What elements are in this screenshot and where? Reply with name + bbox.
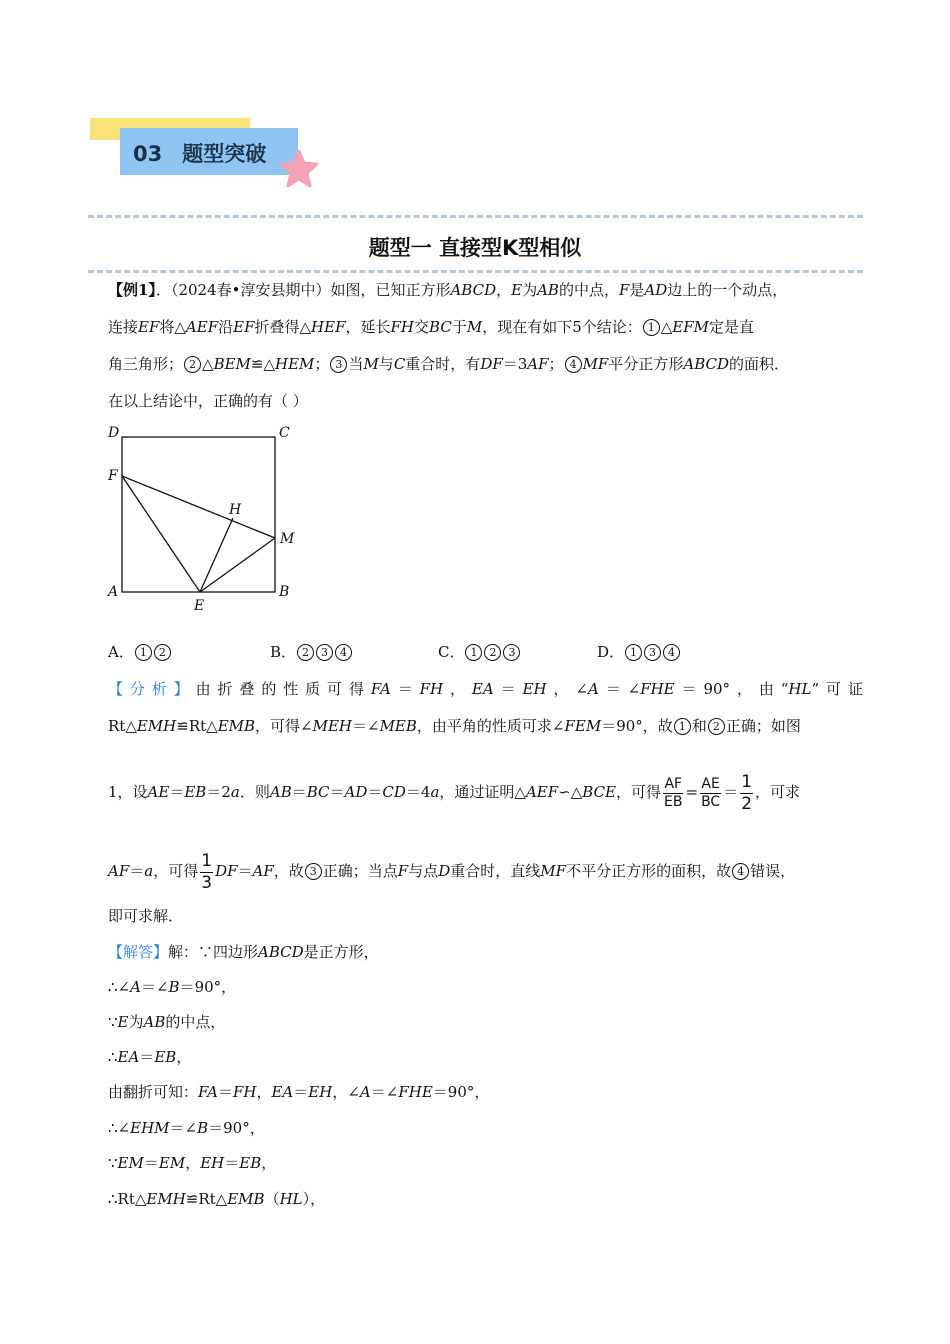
text-it: a bbox=[430, 783, 440, 801]
example-line-4: 在以上结论中，正确的有（ ） bbox=[108, 392, 308, 410]
text-it: AD bbox=[644, 281, 668, 299]
text: 与 bbox=[378, 355, 394, 373]
text-it: HL bbox=[279, 1190, 303, 1208]
text: ＝ bbox=[224, 1154, 240, 1172]
text-it: EM bbox=[117, 1154, 144, 1172]
option-b[interactable] bbox=[270, 641, 353, 662]
text: 的面积． bbox=[729, 355, 790, 373]
text: 沿 bbox=[218, 318, 234, 336]
text: ＝2 bbox=[206, 783, 231, 801]
text-it: FA bbox=[370, 680, 391, 698]
text-it: MEB bbox=[379, 717, 417, 735]
divider-bottom bbox=[88, 270, 863, 273]
text-it: FHE bbox=[398, 1083, 433, 1101]
text: ∴∠ bbox=[108, 1119, 131, 1137]
text-it: FH bbox=[419, 680, 444, 698]
text-it: EMH bbox=[136, 717, 177, 735]
text: ∵ bbox=[108, 1013, 118, 1031]
text: ＝ bbox=[329, 783, 345, 801]
text: ）， bbox=[302, 1190, 326, 1208]
text: ，通过证明△ bbox=[439, 783, 526, 801]
circled-number: 2 bbox=[484, 644, 501, 661]
text: 不平分正方形的面积，故 bbox=[566, 862, 732, 880]
text: ＝ bbox=[493, 680, 523, 698]
text-it: ABCD bbox=[450, 281, 497, 299]
solution-line-4 bbox=[108, 1047, 191, 1067]
analysis-line-1 bbox=[108, 679, 863, 699]
text: 连接 bbox=[108, 318, 139, 336]
text-it: AB bbox=[143, 1013, 166, 1031]
text-it: a bbox=[230, 783, 240, 801]
text-it: B bbox=[168, 978, 180, 996]
text: 当 bbox=[348, 355, 364, 373]
text: ， bbox=[261, 1154, 277, 1172]
text-it: BC bbox=[306, 783, 330, 801]
fraction-denominator: 3 bbox=[201, 872, 213, 893]
label-c: C bbox=[279, 425, 290, 441]
circled-number: 1 bbox=[135, 644, 152, 661]
text: 与点 bbox=[408, 862, 439, 880]
text: △ bbox=[660, 318, 673, 336]
text: 正确；如图 bbox=[725, 717, 801, 735]
text: 为 bbox=[128, 1013, 144, 1031]
fraction-numerator: 1 bbox=[741, 771, 753, 792]
text-it: EB bbox=[239, 1154, 262, 1172]
solution-tag: 【解答】 bbox=[108, 943, 169, 961]
text: ＝ bbox=[237, 862, 253, 880]
option-a[interactable] bbox=[108, 641, 172, 662]
section-title: 题型一 直接型K型相似 bbox=[368, 236, 582, 260]
text-it: HEM bbox=[275, 355, 315, 373]
text: 错误， bbox=[750, 862, 796, 880]
text-it: AF bbox=[252, 862, 274, 880]
text-it: C bbox=[393, 355, 406, 373]
text: ＝90°，由“ bbox=[674, 680, 789, 698]
text-it: EMH bbox=[146, 1190, 186, 1208]
text: ＝ bbox=[129, 862, 145, 880]
text-it: CD bbox=[382, 783, 406, 801]
text: 的中点， bbox=[558, 281, 619, 299]
text: ＝∠ bbox=[370, 1083, 399, 1101]
text: 是正方形， bbox=[303, 943, 379, 961]
text: ＝ bbox=[217, 1083, 233, 1101]
text-it: AEF bbox=[525, 783, 559, 801]
solution-line-8 bbox=[108, 1189, 325, 1209]
text: 和 bbox=[691, 717, 707, 735]
text: ， bbox=[256, 1083, 272, 1101]
label-e: E bbox=[194, 598, 205, 614]
text: ≌Rt△ bbox=[185, 1190, 228, 1208]
text: ＝90°， bbox=[208, 1119, 265, 1137]
text: 1，设 bbox=[108, 783, 148, 801]
text: ＝∠ bbox=[598, 680, 641, 698]
text: ＝ bbox=[293, 1083, 309, 1101]
example-source: ．（2024春•淳安县期中）如图，已知正方形 bbox=[155, 281, 451, 299]
text-it: DF bbox=[480, 355, 503, 373]
text: ∽△ bbox=[558, 783, 583, 801]
example-line-1 bbox=[108, 280, 787, 300]
example-line-3 bbox=[108, 354, 789, 374]
text: ，故 bbox=[273, 862, 304, 880]
analysis-line-5: 即可求解． bbox=[108, 907, 184, 925]
text-it: MF bbox=[540, 862, 567, 880]
fraction-numerator: AF bbox=[664, 775, 683, 792]
text: ，可求 bbox=[755, 783, 801, 801]
text-it: MEH bbox=[312, 717, 352, 735]
text: 重合时，直线 bbox=[450, 862, 541, 880]
analysis-line-4 bbox=[108, 845, 795, 897]
text: ，由平角的性质可求∠ bbox=[416, 717, 565, 735]
text: （ bbox=[264, 1190, 280, 1208]
text: ，可得 bbox=[616, 783, 662, 801]
text-it: a bbox=[144, 862, 154, 880]
fraction-numerator: 1 bbox=[201, 850, 213, 871]
text: ∴Rt△ bbox=[108, 1190, 147, 1208]
analysis-line-2 bbox=[108, 716, 801, 736]
segment-fm bbox=[122, 476, 275, 538]
text-it: B bbox=[197, 1119, 209, 1137]
text-it: EA bbox=[271, 1083, 294, 1101]
header-badge-title bbox=[133, 138, 266, 168]
text-it: E bbox=[511, 281, 523, 299]
text: ＝3 bbox=[502, 355, 528, 373]
header-number: 03 bbox=[133, 142, 163, 166]
circled-number: 1 bbox=[625, 644, 642, 661]
circled-number: 4 bbox=[335, 644, 352, 661]
text-it: EB bbox=[154, 1048, 177, 1066]
text: △ bbox=[202, 355, 214, 373]
geometry-figure bbox=[100, 420, 315, 615]
text-it: A bbox=[587, 680, 599, 698]
text: ， bbox=[496, 281, 512, 299]
fraction-denominator: BC bbox=[701, 793, 721, 810]
text: 由折叠的性质可得 bbox=[195, 680, 371, 698]
option-letter: D． bbox=[597, 643, 625, 661]
text-it: EA bbox=[471, 680, 494, 698]
text: ＝∠ bbox=[169, 1119, 198, 1137]
text-it: EB bbox=[184, 783, 207, 801]
circled-number: 4 bbox=[565, 356, 582, 373]
circled-number: 3 bbox=[330, 356, 347, 373]
text: ≌△ bbox=[250, 355, 276, 373]
text: ＝ bbox=[390, 680, 420, 698]
text: ＝4 bbox=[405, 783, 431, 801]
solution-line-7 bbox=[108, 1153, 276, 1173]
text: 交 bbox=[414, 318, 430, 336]
circled-number: 3 bbox=[503, 644, 520, 661]
text: Rt△ bbox=[108, 717, 137, 735]
text: ， bbox=[443, 680, 472, 698]
text: ； bbox=[548, 355, 564, 373]
text: ＝90°，故 bbox=[601, 717, 673, 735]
text-it: BCE bbox=[582, 783, 617, 801]
text: 角三角形； bbox=[108, 355, 184, 373]
text: 由翻折可知： bbox=[108, 1083, 199, 1101]
text: ＝ bbox=[139, 1048, 155, 1066]
text-it: A bbox=[130, 978, 141, 996]
option-c[interactable] bbox=[438, 641, 521, 662]
circled-number: 4 bbox=[732, 863, 749, 880]
label-d: D bbox=[108, 425, 120, 441]
text-it: D bbox=[438, 862, 451, 880]
segment-em bbox=[200, 538, 275, 592]
text: 是 bbox=[629, 281, 645, 299]
text: 为 bbox=[522, 281, 538, 299]
text: 正确；当点 bbox=[322, 862, 398, 880]
text: 平分正方形 bbox=[608, 355, 684, 373]
text: ，∠ bbox=[546, 680, 588, 698]
text-it: FA bbox=[198, 1083, 218, 1101]
circled-number: 4 bbox=[663, 644, 680, 661]
option-letter: C． bbox=[438, 643, 465, 661]
text: 将△ bbox=[159, 318, 186, 336]
text-it: FEM bbox=[564, 717, 602, 735]
text-it: EH bbox=[308, 1083, 333, 1101]
label-h: H bbox=[229, 502, 242, 518]
text: 折叠得△ bbox=[254, 318, 312, 336]
text: 边上的一个动点， bbox=[667, 281, 788, 299]
circled-number: 2 bbox=[184, 356, 201, 373]
text-it: AE bbox=[147, 783, 170, 801]
text-it: EM bbox=[158, 1154, 186, 1172]
text-it: AB bbox=[269, 783, 292, 801]
segment-fe bbox=[122, 476, 200, 592]
text-it: DF bbox=[215, 862, 238, 880]
text-it: AD bbox=[344, 783, 368, 801]
text-it: HL bbox=[788, 680, 812, 698]
text: ＝ bbox=[367, 783, 383, 801]
text: ∴∠ bbox=[108, 978, 131, 996]
circled-number: 2 bbox=[297, 644, 314, 661]
text: ＝90°， bbox=[179, 978, 237, 996]
fraction-denominator: 2 bbox=[741, 793, 753, 814]
text-it: AF bbox=[527, 355, 549, 373]
solution-line-1 bbox=[108, 942, 379, 962]
circled-number: 1 bbox=[643, 319, 660, 336]
circled-number: 3 bbox=[316, 644, 333, 661]
text-it: AF bbox=[108, 862, 130, 880]
header-title: 题型突破 bbox=[182, 142, 267, 166]
circled-number: 3 bbox=[644, 644, 661, 661]
fraction-one-half bbox=[740, 772, 753, 815]
text: ，现在有如下5个结论： bbox=[482, 318, 642, 336]
star-icon bbox=[278, 148, 320, 190]
analysis-tag: 【分析】 bbox=[108, 680, 196, 698]
text-it: E bbox=[117, 1013, 129, 1031]
text-it: ABCD bbox=[258, 943, 304, 961]
text: ，∠ bbox=[332, 1083, 360, 1101]
text: ＝90°， bbox=[432, 1083, 490, 1101]
option-d[interactable] bbox=[597, 641, 681, 662]
label-a: A bbox=[108, 584, 119, 600]
text: ．则 bbox=[239, 783, 270, 801]
text: 重合时，有 bbox=[405, 355, 481, 373]
solution-line-5 bbox=[108, 1082, 489, 1102]
circled-number: 1 bbox=[465, 644, 482, 661]
circled-number: 2 bbox=[708, 718, 725, 735]
fraction-af-eb bbox=[663, 776, 683, 811]
text: ≌Rt△ bbox=[176, 717, 218, 735]
fraction-denominator: EB bbox=[664, 793, 683, 810]
circled-number: 2 bbox=[154, 644, 171, 661]
text-it: A bbox=[359, 1083, 371, 1101]
circled-number: 1 bbox=[674, 718, 691, 735]
text-it: EMB bbox=[227, 1190, 265, 1208]
label-f: F bbox=[108, 468, 118, 484]
text: 定是直 bbox=[709, 318, 755, 336]
text: 的中点， bbox=[165, 1013, 226, 1031]
text-it: MF bbox=[582, 355, 609, 373]
text-it: BEM bbox=[213, 355, 251, 373]
option-letter: A． bbox=[108, 643, 134, 661]
example-line-2: 连接EF将△AEF沿EF折叠得△HEF，延长FH交BC于M，现在有如下5个结论： 1 △EFM定是直 bbox=[108, 318, 755, 336]
text: ＝∠ bbox=[140, 978, 169, 996]
text: ＝ bbox=[169, 783, 185, 801]
text-it: FHE bbox=[640, 680, 675, 698]
divider-top bbox=[88, 215, 863, 218]
option-letter: B． bbox=[270, 643, 297, 661]
text: 解：∵四边形 bbox=[168, 943, 259, 961]
text: ＝ bbox=[143, 1154, 159, 1172]
circled-number: 3 bbox=[305, 863, 322, 880]
text-it: F bbox=[618, 281, 630, 299]
text-it: EH bbox=[200, 1154, 225, 1172]
text: 于 bbox=[451, 318, 467, 336]
text-it: AB bbox=[537, 281, 559, 299]
label-b: B bbox=[279, 584, 290, 600]
example-label: 【例1】 bbox=[108, 281, 156, 299]
text: ”可证 bbox=[811, 680, 863, 698]
fraction-numerator: AE bbox=[701, 775, 720, 792]
fraction-one-third bbox=[200, 851, 213, 894]
text: ； bbox=[314, 355, 330, 373]
text: ＝ bbox=[291, 783, 307, 801]
square-abcd bbox=[122, 437, 275, 592]
text: ，可得∠ bbox=[255, 717, 313, 735]
text: ，可得 bbox=[153, 862, 199, 880]
fraction-ae-bc bbox=[700, 776, 721, 811]
analysis-line-3: 1，设AE＝EB＝2a．则AB＝BC＝AD＝CD＝4a，通过证明△AEF∽△BCE，可得 $\frac{AF}{EB}$ = $\frac{AE}{BC}$ ＝ $\frac{1}{2}$ ，可求 bbox=[108, 771, 801, 814]
solution-line-3 bbox=[108, 1012, 225, 1032]
text: ＝∠ bbox=[352, 717, 380, 735]
text: ∴ bbox=[108, 1048, 118, 1066]
text-it: EHM bbox=[130, 1119, 170, 1137]
text: ∵ bbox=[108, 1154, 118, 1172]
text: ， bbox=[176, 1048, 192, 1066]
text: ，延长 bbox=[345, 318, 391, 336]
text-it: F bbox=[397, 862, 409, 880]
text-it: EMB bbox=[217, 717, 256, 735]
solution-line-2 bbox=[108, 977, 236, 997]
solution-line-6 bbox=[108, 1118, 265, 1138]
text-it: ABCD bbox=[683, 355, 729, 373]
text-it: EA bbox=[117, 1048, 140, 1066]
text-it: FH bbox=[232, 1083, 257, 1101]
label-m: M bbox=[280, 531, 295, 547]
text: ， bbox=[185, 1154, 201, 1172]
text-it: EH bbox=[522, 680, 547, 698]
text-it: M bbox=[363, 355, 379, 373]
